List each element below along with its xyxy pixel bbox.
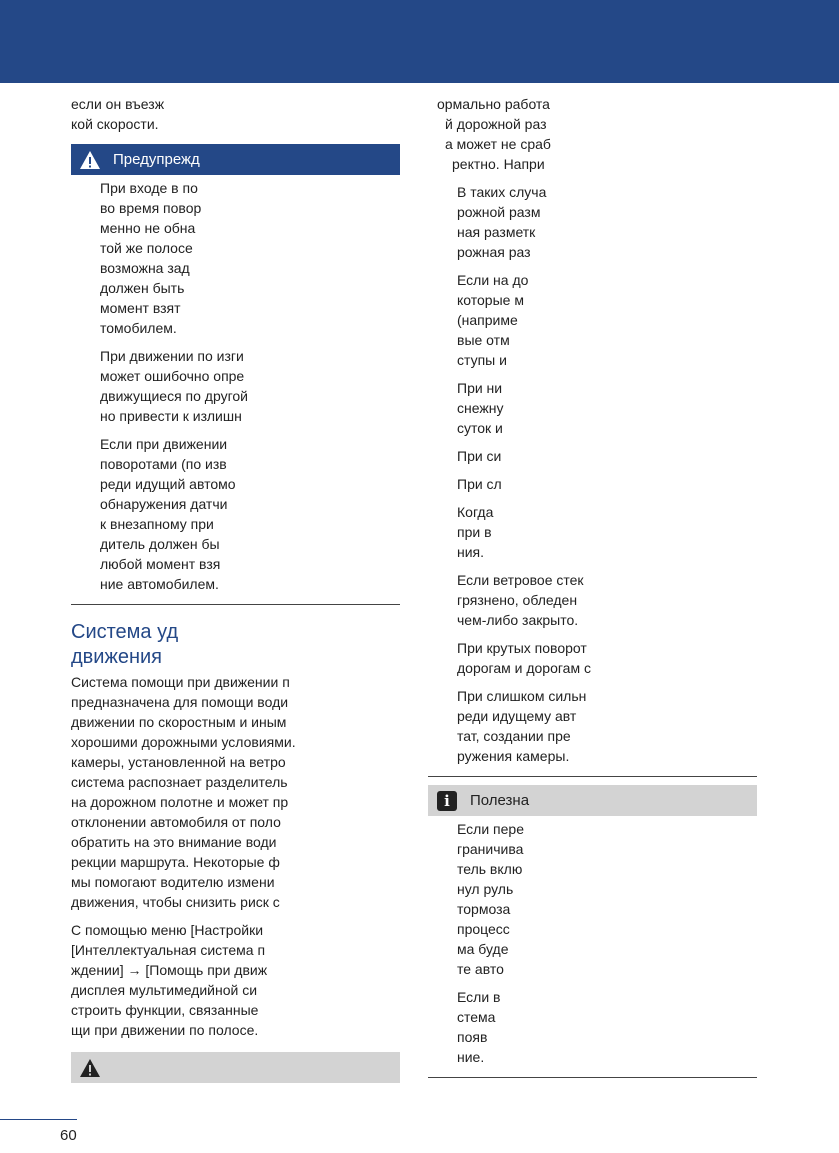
text-line: реди идущий автомо [100,476,236,492]
text-line: В таких случа [457,184,547,200]
text-line: менно не обна [100,220,196,236]
text-line: любой момент взя [100,556,221,572]
text-line: Если при движении [100,436,228,452]
text-line: чем-либо закрыто. [457,612,579,628]
text-line: Если на до [457,272,529,288]
text-line: томобилем. [100,320,177,336]
warning-item [71,434,400,594]
warning-icon [79,1057,101,1079]
text-line: При входе в по [100,180,198,196]
text-line: реди идущему авт [457,708,577,724]
text-line: обнаружения датчи [100,496,228,512]
text-line: ждении] → [Помощь при движ [71,962,268,978]
section-divider [428,1077,757,1078]
list-item [428,182,757,262]
text-line: той же полосе [100,240,193,256]
text-line: вые отм [457,332,510,348]
text-line: ние автомобилем. [100,576,219,592]
text-line: а может не сраб [445,136,551,152]
text-line: рекции маршрута. Некоторые ф [71,854,280,870]
text-line: камеры, установленной на ветро [71,754,286,770]
text-line: система распознает разделитель [71,774,288,790]
text-line: Если в [457,989,501,1005]
warning-icon [79,149,101,171]
text-line: Когда [457,504,494,520]
text-line: может ошибочно опре [100,368,245,384]
text-line: При ни [457,380,503,396]
text-line: Если пере [457,821,524,837]
section-title-line: Система уд [71,621,179,643]
text-line: ормально работа [437,96,550,112]
text-line: С помощью меню [Настройки [71,922,264,938]
text-line: если он въезж [71,96,165,112]
text-line: Если ветровое стек [457,572,584,588]
text-line: поворотами (по изв [100,456,227,472]
text-line: дорогам и дорогам с [457,660,591,676]
text-line: движения, чтобы снизить риск с [71,894,280,910]
text-line: отклонении автомобиля от поло [71,814,281,830]
text-line: тат, создании пре [457,728,571,744]
section-title [71,620,400,670]
text-line: момент взят [100,300,181,316]
text-line: ние. [457,1049,485,1065]
info-icon: i [436,790,458,812]
section-paragraph [71,672,400,912]
list-item [428,474,757,494]
warning-bar [71,144,400,175]
text-line: ступы и [457,352,507,368]
list-item [428,686,757,766]
text-line: (наприме [457,312,518,328]
text-line: дитель должен бы [100,536,220,552]
text-line: тель вклю [457,861,523,877]
text-line: кой скорости. [71,116,159,132]
info-bar [428,785,757,816]
text-line: нул руль [457,881,514,897]
warning-item [71,178,400,338]
right-intro [428,94,757,174]
text-line: й дорожной раз [445,116,547,132]
text-line: процесс [457,921,510,937]
left-column [71,94,400,1083]
section-paragraph [71,920,400,1040]
text-line: тормоза [457,901,511,917]
text-line: рожной разм [457,204,541,220]
warning-item [71,346,400,426]
text-line: суток и [457,420,503,436]
text-line: во время повор [100,200,202,216]
warning-bar-bottom [71,1052,400,1083]
list-item [428,446,757,466]
text-line: движении по скоростным и иным [71,714,287,730]
info-item [428,819,757,979]
text-line: [Интеллектуальная система п [71,942,266,958]
text-line: появ [457,1029,488,1045]
left-intro [71,94,400,134]
text-line: при в [457,524,492,540]
text-line: движущиеся по другой [100,388,249,404]
text-line: Система помощи при движении п [71,674,290,690]
text-line: При крутых поворот [457,640,587,656]
text-line: рожная раз [457,244,531,260]
text-line: предназначена для помощи води [71,694,289,710]
warning-title: Предупрежд [113,151,200,168]
text-line: щи при движении по полосе. [71,1022,259,1038]
list-item [428,378,757,438]
page-header-band [0,0,839,83]
text-line: хорошими дорожными условиями. [71,734,296,750]
text-line: которые м [457,292,524,308]
text-line: мы помогают водителю измени [71,874,275,890]
text-line: При сл [457,476,502,492]
text-line: на дорожном полотне и может пр [71,794,289,810]
text-line: грязнено, обледен [457,592,578,608]
text-line: При движении по изги [100,348,244,364]
text-line: ружения камеры. [457,748,570,764]
list-item [428,638,757,678]
text-line: При слишком сильн [457,688,587,704]
text-line: возможна зад [100,260,190,276]
info-item [428,987,757,1067]
text-line: ния. [457,544,485,560]
text-line: обратить на это внимание води [71,834,277,850]
text-line: ная разметк [457,224,536,240]
text-line: При си [457,448,502,464]
text-line: стема [457,1009,496,1025]
text-line: ректно. Напри [452,156,545,172]
page-number: 60 [60,1127,77,1144]
list-item [428,502,757,562]
text-line: к внезапному при [100,516,214,532]
right-column [428,94,757,1078]
text-line: снежну [457,400,504,416]
text-line: граничива [457,841,524,857]
text-line: строить функции, связанные [71,1002,259,1018]
info-title: Полезна [470,792,530,809]
footer-rule [0,1119,77,1120]
text-line: должен быть [100,280,185,296]
text-line: ма буде [457,941,509,957]
text-line: но привести к излишн [100,408,242,424]
text-line: те авто [457,961,504,977]
list-item [428,270,757,370]
section-title-line: движения [71,646,163,668]
text-line: дисплея мультимедийной си [71,982,258,998]
list-item [428,570,757,630]
